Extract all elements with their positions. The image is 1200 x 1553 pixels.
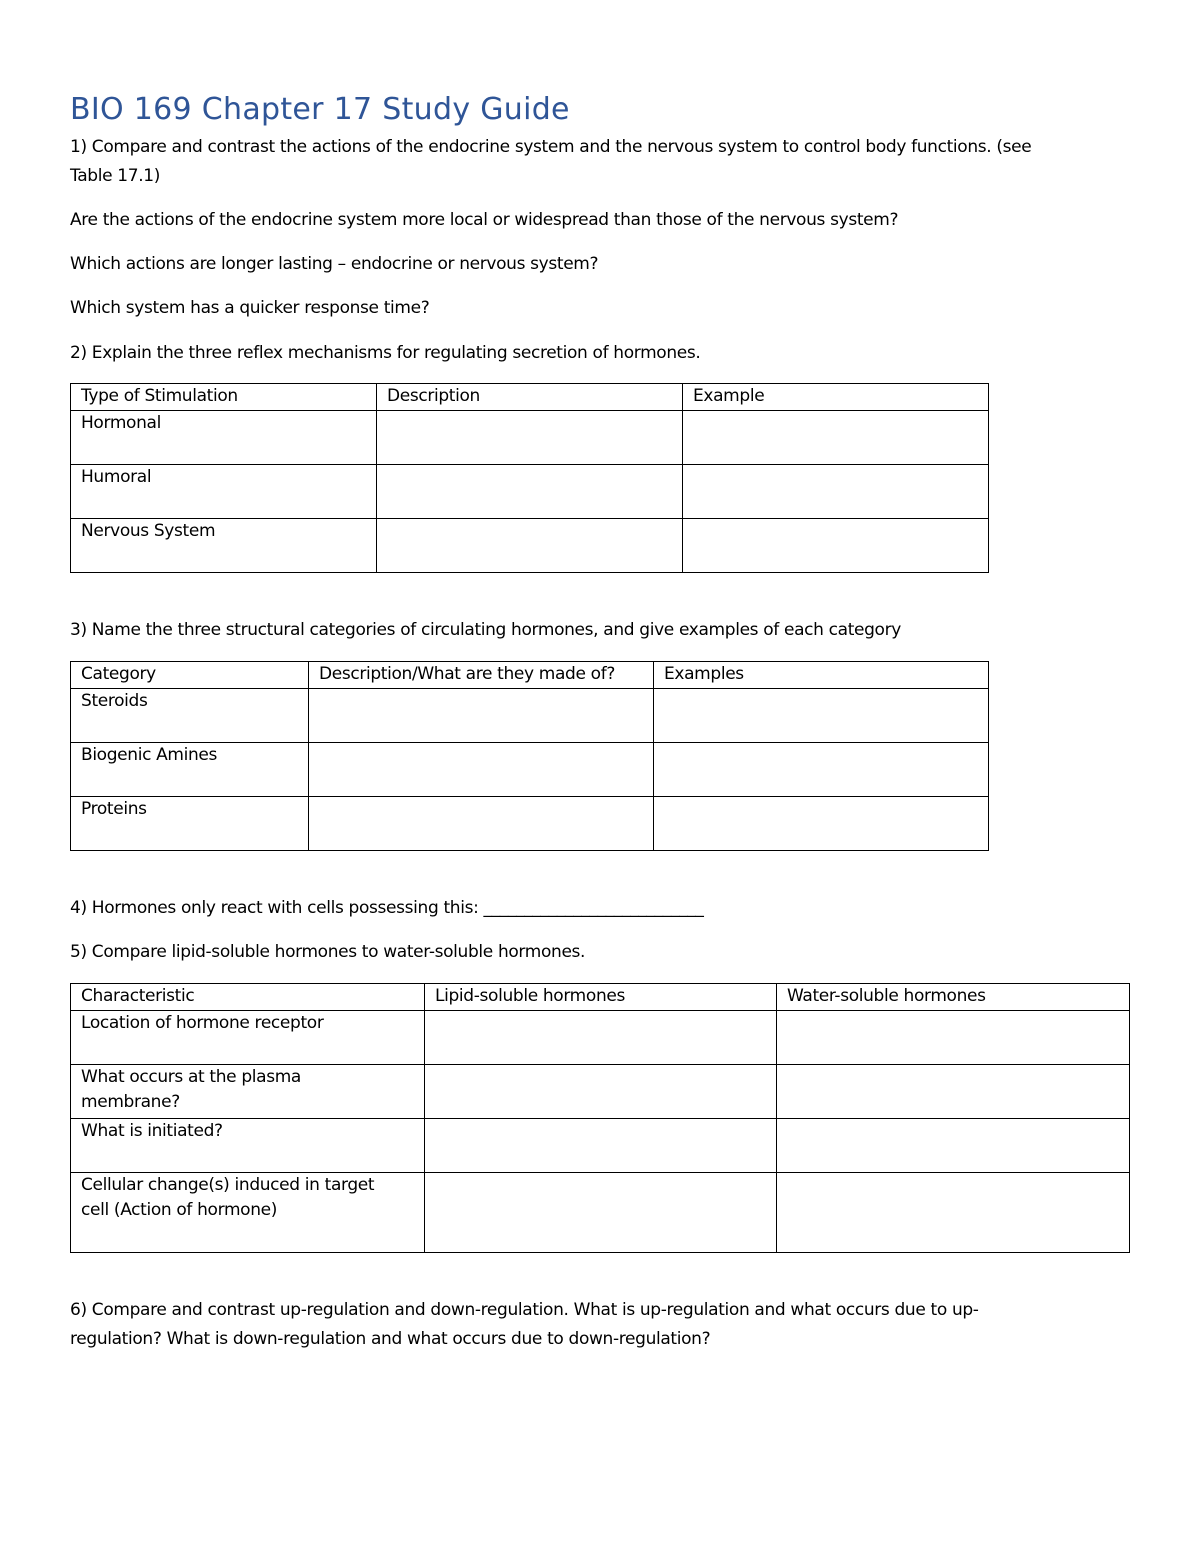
column-header: Description — [377, 384, 683, 411]
question-6-line-2: regulation? What is down-regulation and what occurs due to down-regulation? — [70, 1329, 711, 1349]
answer-cell[interactable] — [377, 465, 683, 519]
answer-cell[interactable] — [654, 743, 989, 797]
column-header: Lipid-soluble hormones — [425, 984, 777, 1011]
table-row — [71, 743, 989, 797]
row-label-line: Location of hormone receptor — [81, 1013, 324, 1033]
answer-cell[interactable] — [777, 1011, 1130, 1065]
table-header-row — [71, 984, 1130, 1011]
answer-cell[interactable] — [425, 1119, 777, 1173]
row-label: Steroids — [71, 689, 309, 743]
table-row — [71, 1065, 1130, 1119]
question-5-text: 5) Compare lipid-soluble hormones to water-soluble hormones. — [70, 942, 586, 962]
table-row — [71, 1173, 1130, 1253]
column-header: Type of Stimulation — [71, 384, 377, 411]
row-label-line: membrane? — [81, 1092, 180, 1112]
table-row — [71, 1119, 1130, 1173]
answer-cell[interactable] — [425, 1011, 777, 1065]
answer-cell[interactable] — [777, 1119, 1130, 1173]
table-row — [71, 519, 989, 573]
question-1-line-1: 1) Compare and contrast the actions of the endocrine system and the nervous system to control body functions. (see — [70, 137, 1032, 157]
row-label: Hormonal — [71, 411, 377, 465]
answer-cell[interactable] — [309, 689, 654, 743]
row-label-line: Cellular change(s) induced in target — [81, 1175, 375, 1195]
table-row — [71, 465, 989, 519]
column-header: Example — [683, 384, 989, 411]
question-3-text: 3) Name the three structural categories of circulating hormones, and give examples of each category — [70, 620, 901, 640]
hormone-categories-table — [70, 661, 989, 851]
answer-cell[interactable] — [683, 519, 989, 573]
question-1-sub-a: Are the actions of the endocrine system more local or widespread than those of the nervous system? — [70, 210, 899, 230]
row-label: Proteins — [71, 797, 309, 851]
column-header: Description/What are they made of? — [309, 662, 654, 689]
row-label — [71, 1065, 425, 1119]
question-1-sub-b: Which actions are longer lasting – endocrine or nervous system? — [70, 254, 599, 274]
answer-cell[interactable] — [425, 1065, 777, 1119]
row-label: Nervous System — [71, 519, 377, 573]
column-header: Examples — [654, 662, 989, 689]
column-header: Water-soluble hormones — [777, 984, 1130, 1011]
row-label — [71, 1011, 425, 1065]
row-label-line: cell (Action of hormone) — [81, 1200, 278, 1220]
row-label: Biogenic Amines — [71, 743, 309, 797]
table-row — [71, 411, 989, 465]
reflex-mechanisms-table — [70, 383, 989, 573]
question-1-sub-c: Which system has a quicker response time? — [70, 298, 430, 318]
table-header-row — [71, 662, 989, 689]
answer-cell[interactable] — [654, 689, 989, 743]
row-label-line: What occurs at the plasma — [81, 1067, 301, 1087]
row-label: Humoral — [71, 465, 377, 519]
question-2-text: 2) Explain the three reflex mechanisms for regulating secretion of hormones. — [70, 343, 701, 363]
table-row — [71, 1011, 1130, 1065]
column-header: Category — [71, 662, 309, 689]
question-1-line-2: Table 17.1) — [70, 166, 160, 186]
table-row — [71, 689, 989, 743]
table-row — [71, 797, 989, 851]
answer-cell[interactable] — [777, 1173, 1130, 1253]
answer-cell[interactable] — [425, 1173, 777, 1253]
answer-cell[interactable] — [309, 797, 654, 851]
answer-cell[interactable] — [654, 797, 989, 851]
hormone-solubility-table — [70, 983, 1130, 1253]
answer-cell[interactable] — [777, 1065, 1130, 1119]
question-4-text: 4) Hormones only react with cells possessing this: ___________________________ — [70, 898, 704, 918]
answer-cell[interactable] — [377, 519, 683, 573]
answer-cell[interactable] — [309, 743, 654, 797]
row-label — [71, 1173, 425, 1253]
answer-cell[interactable] — [683, 411, 989, 465]
answer-cell[interactable] — [683, 465, 989, 519]
row-label-line: What is initiated? — [81, 1121, 223, 1141]
answer-cell[interactable] — [377, 411, 683, 465]
column-header: Characteristic — [71, 984, 425, 1011]
row-label — [71, 1119, 425, 1173]
page-title: BIO 169 Chapter 17 Study Guide — [70, 92, 570, 127]
table-header-row — [71, 384, 989, 411]
question-6-line-1: 6) Compare and contrast up-regulation and down-regulation. What is up-regulation and what occurs due to up- — [70, 1300, 979, 1320]
